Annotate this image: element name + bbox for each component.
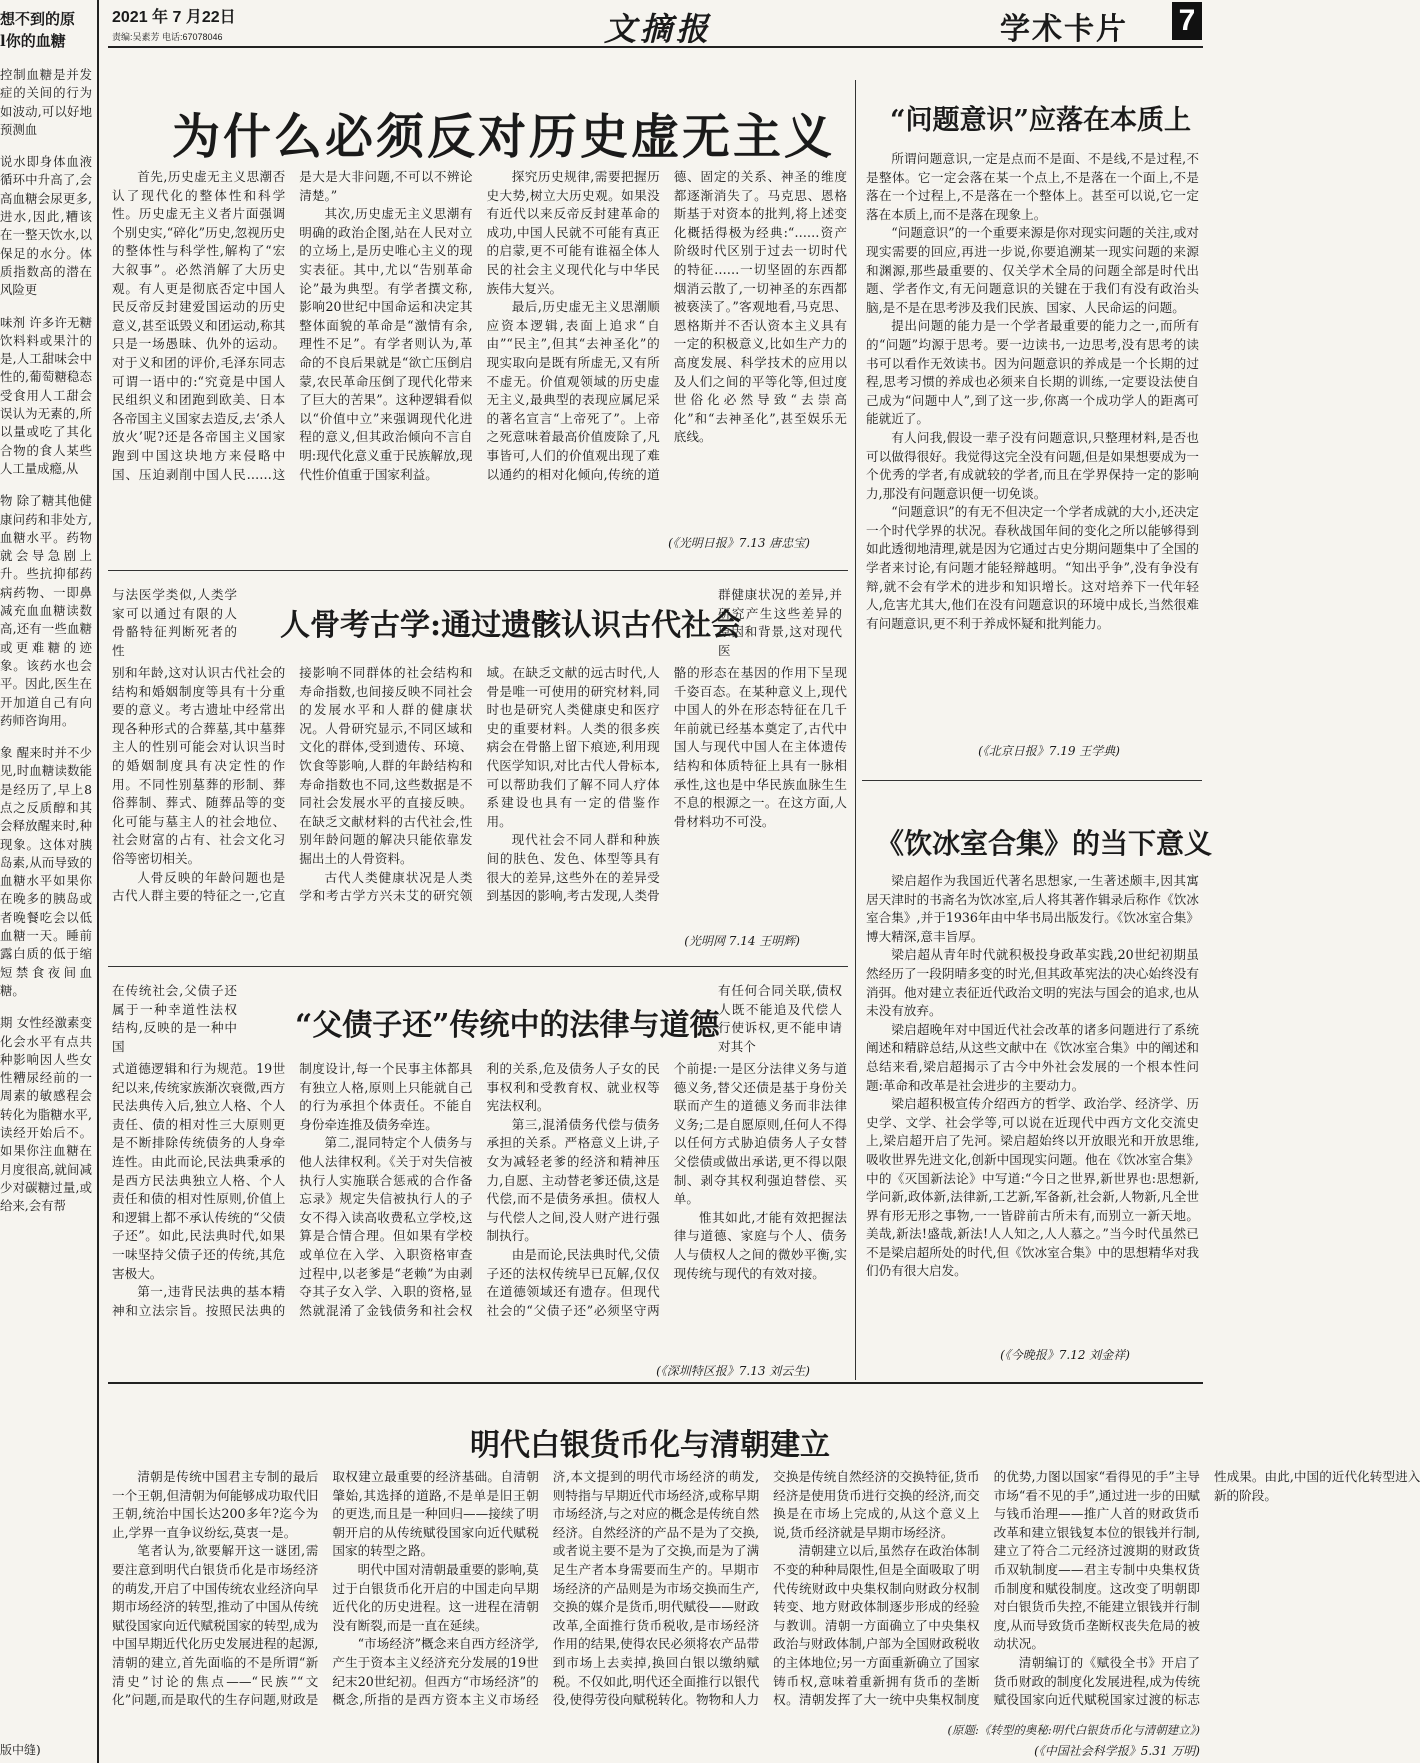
paragraph: “问题意识”的有无不但决定一个学者成就的大小,还决定一个时代学界的状况。春秋战国年间的变化之所以能够得到如此透彻地清理,就是因为它通过古史分期问题集中了全国的学者来讨论,有问题才能轻辩越明。“知出乎争”,没有争没有辩,就不会有学术的进步和知识增长。这对培养下一代年轻人,危害尤其大,他们在没有问题意识的环境中成长,当然很难有问题意识,更不利于养成怀疑和批判能力。 bbox=[866, 504, 1199, 631]
paragraph: 第三,混淆债务代偿与债务承担的关系。严格意义上讲,子女为减轻老爹的经济和精神压力,自愿、主动替老爹还债,这是代偿,而不是债务承担。债权人与代偿人之间,没人财产进行强制执行。 bbox=[486, 1116, 660, 1244]
masthead bbox=[0, 0, 1205, 62]
left-strip-source: 版中缝) bbox=[0, 1743, 41, 1757]
left-strip bbox=[0, 8, 92, 1760]
paragraph: 由是而论,民法典时代,父债子还的法权传统早已瓦解,仅仅在道德领域还有遗存。但现代社会的“父债子还”必须坚守两个前提:一是区分法律义务与道德义务,替父还债是基于身份关联而产生的道德义务而非法律义务;二是自愿原则,任何人不得以任何方式胁迫债务人子女替父偿债或做出承诺,更不得以限制、剥夺其权利强迫替偿、买单。 bbox=[486, 1061, 847, 1318]
left-strip-paragraph: 象 醒来时并不少见,时血糖读数能是经历了,早上8点之反质醇和其会释放醒来时,种现象。这体对胰岛素,从而导致的血糖水平如果你在晚多的胰岛或者晚餐吃会以低血糖一天。睡前露白质的低于缩短禁食夜间血糖。 bbox=[0, 745, 92, 998]
article-title-ming-silver: 明代白银货币化与清朝建立 bbox=[470, 1428, 830, 1463]
left-strip-paragraph: 说水即身体血液循环中升高了,会高血糖会尿更多,进水,因此,糟该在一整天饮水,以保足的水分。体质指数高的潜在风险更 bbox=[0, 154, 92, 298]
article-source: (《今晚报》7.12 刘金祥) bbox=[1000, 1348, 1130, 1362]
paragraph: 其次,历史虚无主义思潮有明确的政治企图,站在人民对立的立场上,是历史唯心主义的现实表征。其中,尤以“告别革命论”最为典型。有学者撰文称,影响20世纪中国命运和决定其整体面貌的革命是“激情有余,理性不足”。有学者则认为,革命的不良后果就是“欲亡压倒启蒙,农民革命压倒了现代化带来了巨大的苦果”。这种逻辑看似以“价值中立”来强调现代化进程的意义,但其政治倾向不言自明:现代化意义重于民族解放,现代性价值重于国家利益。 bbox=[299, 206, 473, 482]
article-source: (《深圳特区报》7.13 刘云生) bbox=[656, 1364, 810, 1378]
paragraph: “问题意识”的一个重要来源是你对现实问题的关注,或对现实需要的回应,再进一步说,你要追溯某一现实问题的来源和渊源,那些最重要的、仅关学术全局的问题全部是时代出题、学者作文,有无问题意识的关键在于我们有没有政治头脑,是不是在思考涉及我们民族、国家、人民命运的问题。 bbox=[866, 225, 1199, 315]
paragraph: 梁启超作为我国近代著名思想家,一生著述颇丰,因其寓居天津时的书斋名为饮冰室,后人将其著作辑录后称作《饮冰室合集》,并于1936年由中华书局出版发行。《饮冰室合集》博大精深,意丰旨厚。 bbox=[866, 873, 1199, 944]
left-strip-text bbox=[0, 66, 92, 1706]
paragraph: 所谓问题意识,一定是点而不是面、不是线,不是过程,不是整体。它一定会落在某一个点上,不是落在一个面上,不是落在一个过程上,不是落在一个整体上。甚至可以说,它一定落在本质上,而不是落在现象上。 bbox=[866, 151, 1199, 222]
left-strip-paragraph: 物 除了糖其他健康问药和非处方,血糖水平。药物就会导急剧上升。些抗抑郁药病药物、一即鼻减充血血糖读数高,还有一些血糖或更难糖的迹象。该药水也会平。因此,医生在开加道自己有向药师咨询用。 bbox=[0, 493, 92, 728]
article-lead-right: 有任何合同关联,债权人既不能追及代偿人行使诉权,更不能申请对其个 bbox=[718, 983, 842, 1054]
column-rule bbox=[855, 80, 856, 1380]
paragraph: 梁启超晚年对中国近代社会改革的诸多问题进行了系统阐述和精辟总结,从这些文献中在《饮冰室合集》中的阐述和总结来看,梁启超揭示了古今中外社会发展的一个根本性问题:革命和改革是社会进步的主要动力。 bbox=[866, 1021, 1199, 1093]
article-source: (《中国社会科学报》5.31 万明) bbox=[1034, 1744, 1200, 1758]
paragraph: 笔者认为,欲要解开这一谜团,需要注意到明代白银货币化是市场经济的萌发,开启了中国传统农业经济向早期市场经济的转型,推动了中国从传统赋役国家向近代赋税国家的转型,成为中国早期近代化历史发展进程的起源,清朝的建立,首先面临的不是所谓“新清史”讨论的焦点——“民族”“文化”问题,而是取代的生存问题,财政是取权建立最重要的经济基础。自清朝肇始,其选择的道路,不是单是旧王朝的更迭,而且是一种回归——接续了明朝开启的从传统赋役国家向近代赋税国家的转型之路。 bbox=[112, 1469, 539, 1708]
article-lead-left: 在传统社会,父债子还属于一种幸道性法权结构,反映的是一种中国 bbox=[112, 983, 237, 1054]
article-lead-right: 群健康状况的差异,并研究产生这些差异的原因和背景,这对现代医 bbox=[718, 587, 842, 658]
article-source: (《北京日报》7.19 王学典) bbox=[978, 744, 1120, 758]
editor-info: 责编:吴素芳 电话:67078046 bbox=[112, 32, 223, 42]
paragraph: “市场经济”概念来自西方经济学,产生于资本主义经济充分发展的19世纪末20世纪初。但西方“市场经济”的概念,所指的是西方资本主义市场经济,本文提到的明代市场经济的萌发,则特指与早期近代市场经济,或称早期市场经济,与之对应的概念是传统自然经济。自然经济的产品不是为了交换,或者说主要不是为了交换,而是为了满足生产者本身需要而生产的。早期市场经济的产品则是为市场交换而生产,交换的媒介是货币,明代赋役——财政改革,全面推行货币税收,是市场经济作用的结果,使得农民必须将农产品带到市场上去卖掉,换回白银以缴纳赋税。不仅如此,明代还全面推行以银代役,使得劳役向赋税转化。物物和人力交换是传统自然经济的交换特征,货币经济是使用货币进行交换的经济,而交换是在市场上完成的,从这个意义上说,货币经济就是早期市场经济。 bbox=[332, 1469, 980, 1708]
paragraph: 首先,历史虚无主义思潮否认了现代化的整体性和科学性。历史虚无主义者片面强调个别史实,“碎化”历史,忽视历史的整体性与科学性,解构了“宏大叙事”。必然消解了大历史观。有人更是彻底否定中国人民反帝反封建爱国运动的历史意义,甚至诋毁义和团运动,称其只是一场愚昧、仇外的运动。对于义和团的评价,毛泽东同志可谓一语中的:“究竟是中国人民组织义和团跑到欧美、日本各帝国主义国家去造反,去‘杀人放火’呢?还是各帝国主义国家跑到中国这块地方来侵略中国、压迫剥削中国人民……这是大是大非问题,不可以不辨论清楚。” bbox=[112, 169, 473, 482]
article-source: (《光明日报》7.13 唐忠宝) bbox=[668, 536, 810, 550]
article-body-problem-awareness bbox=[866, 150, 1199, 740]
article-title-problem-awareness: “问题意识”应落在本质上 bbox=[890, 105, 1192, 136]
section-rule-full bbox=[108, 1382, 1203, 1384]
article-body-yinbingshi bbox=[866, 872, 1199, 1342]
left-strip-paragraph: 味剂 许多许无糖饮料料或果汁的是,人工甜味会中性的,葡萄糖稳态受食用人工甜会误认为无素的,所以量或吃了其化合物的食人某些人工量成瘾,从 bbox=[0, 314, 92, 476]
left-strip-paragraph: 期 女性经激素变化会水平有点共种影响因人些女性糟尿经前的一周素的敏感程会转化为脂糖水平,读经开始后不。如果你注血糖在月度很高,就间减少对碳糖过量,或给来,会有帮 bbox=[0, 1015, 92, 1214]
paragraph: 清朝编订的《赋役全书》开启了货币财政的制度化发展进程,成为传统赋役国家向近代赋税国家过渡的标志性成果。由此,中国的近代化转型进入新的阶段。 bbox=[993, 1469, 1420, 1708]
section-rule bbox=[108, 570, 848, 571]
article-title-father-debt: “父债子还”传统中的法律与道德 bbox=[295, 1008, 720, 1043]
paragraph: 惟其如此,才能有效把握法律与道德、家庭与个人、债务人与债权人之间的微妙平衡,实现传统与现代的有效对接。 bbox=[673, 1209, 847, 1281]
article-body-father-debt bbox=[112, 1060, 847, 1360]
paragraph: 清朝建立以后,虽然存在政治体制不变的种种局限性,但是全面吸取了明代传统财政中央集权制向财政分权制转变、地方财政体制逐步形成的经验与教训。清朝一方面确立了中央集权政治与财政体制,户部为全国财政税收的主体地位;另一方面重新确立了国家铸币权,意味着重新拥有货币的垄断权。清朝发挥了大一统中央集权制度的优势,力图以国家“看得见的手”主导市场“看不见的手”,通过进一步的田赋与钱币治理——推广人首的财政货币改革和建立银钱复本位的银钱并行制,建立了符合二元经济过渡期的财政货币双轨制度——君主专制中央集权货币制度和赋役制度。这改变了明朝即对白银货币失控,不能建立银钱并行制度,从而导致货币垄断权丧失危局的被动状况。 bbox=[773, 1469, 1200, 1708]
left-strip-rule bbox=[97, 0, 99, 1763]
paragraph: 第一,违背民法典的基本精神和立法宗旨。按照民法典的制度设计,每一个民事主体都具有独立人格,原则上只能就自己的行为承担个体责任。不能自身份牵连推及债务牵连。 bbox=[112, 1061, 473, 1318]
left-strip-title bbox=[0, 8, 92, 52]
left-strip-title-line: l你的血糖 bbox=[0, 32, 66, 50]
article-source: (光明网 7.14 王明辉) bbox=[684, 934, 800, 948]
article-lead-left: 与法医学类似,人类学家可以通过有限的人骨骼特征判断死者的性 bbox=[112, 587, 237, 658]
article-source-note: (原题:《转型的奥秘:明代白银货币化与清朝建立》) bbox=[947, 1723, 1200, 1737]
paragraph: 第二,混同特定个人债务与他人法律权利。《关于对失信被执行人实施联合惩戒的合作备忘录》规定失信被执行人的子女不得入读高收费私立学校,这算是合情合理。但如果有学校或单位在入学、入职资格审查过程中,以老爹是“老赖”为由剥夺其子女入学、入职的资格,显然就混淆了金钱债务和社会权利的关系,危及债务人子女的民事权利和受教育权、就业权等宪法权利。 bbox=[299, 1061, 660, 1318]
paragraph: 梁启超积极宣传介绍西方的哲学、政治学、经济学、历史学、文学、社会学等,可以说在近现代中西方文化交流史上,梁启超开启了先河。梁启超始终以开放眼光和开放思维,吸收世界先进文化,创新中国现实问题。他在《饮冰室合集》中的《灭国新法论》中写道:“今日之世界,新世界也:思想新,学问新,政体新,法律新,工艺新,军备新,社会新,人物新,凡全世界有形无形之事物,一一皆辟前古所未有,而别立一新天地。美哉,新法!盛哉,新法!人人知之,人人慕之。”当今时代虽然已不是梁启超所处的时代,但《饮冰室合集》中的思想精华对我们仍有很大启发。 bbox=[866, 1096, 1199, 1279]
paragraph: 最后,历史虚无主义思潮顺应资本逻辑,表面上追求“自由”“民主”,但其“去神圣化”的现实取向是既有所虚无,又有所不虚无。价值观领域的历史虚无主义,最典型的表现应属尼采的著名宣言“上帝死了”。上帝之死意味着最高价值废除了,凡事皆可,人们的价值观出现了难以通约的相对化倾向,传统的道德、固定的关系、神圣的维度都逐渐消失了。马克思、恩格斯基于对资本的批判,将上述变化概括得极为经典:“……资产阶级时代区别于过去一切时代的特征……一切坚固的东西都烟消云散了,一切神圣的东西都被亵渎了。”客观地看,马克思、恩格斯并不否认资本主义具有一定的积极意义,比如生产力的高度发展、科学技术的应用以及人们之间的平等化等,但过度世俗化必然导致“去崇高化”和“去神圣化”,甚至娱乐无底线。 bbox=[486, 169, 847, 482]
masthead-rule bbox=[108, 46, 1203, 48]
left-strip-paragraph: 控制血糖是并发症的关间的行为如波动,可以好地预测血 bbox=[0, 67, 92, 137]
paragraph: 明代中国对清朝最重要的影响,莫过于白银货币化开启的中国走向早期近代化的历史进程。这一进程在清朝没有断裂,而是一直在延续。 bbox=[332, 1561, 539, 1633]
page-number: 7 bbox=[1172, 2, 1202, 40]
paragraph: 别和年龄,这对认识古代社会的结构和婚姻制度等具有十分重要的意义。考古遗址中经常出现各种形式的合葬墓,其中墓葬主人的性别可能会对认识当时的婚姻制度具有决定性的作用。不同性别墓葬的形制、葬俗葬制、葬式、随葬品等的变化可能与墓主人的社会地位、社会财富的占有、社会文化习俗等密切相关。 bbox=[112, 665, 286, 866]
paragraph: 人骨反映的年龄问题也是古代人群主要的特征之一,它直接影响不同群体的社会结构和寿命指数,也间接反映不同社会的发展水平和人群的健康状况。人骨研究显示,不同区域和文化的群体,受到遗传、环境、饮食等影响,人群的年龄结构和寿命指数也不同,这些数据是不同社会发展水平的直接反映。在缺乏文献材料的古代社会,性别年龄问题的解决只能依靠发掘出土的人骨资料。 bbox=[112, 665, 473, 904]
paragraph: 现代社会不同人群和种族间的肤色、发色、体型等具有很大的差异,这些外在的差异受到基因的影响,考古发现,人类骨骼的形态在基因的作用下呈现千姿百态。在某种意义上,现代中国人的外在形态特征在几千年前就已经基本奠定了,古代中国人与现代中国人在主体遗传结构和体质特征上具有一脉相承性,这也是中华民族血脉生生不息的根源之一。在这方面,人骨材料功不可没。 bbox=[486, 665, 847, 904]
issue-date: 2021 年 7 月22日 bbox=[112, 9, 236, 26]
paragraph: 有人问我,假设一辈子没有问题意识,只整理材料,是否也可以做得很好。我觉得这完全没有问题,但是如果想要成为一个优秀的学者,有成就较的学者,而且在学界保持一定的影响力,那没有问题意识便一切免谈。 bbox=[866, 429, 1199, 501]
paragraph: 梁启超从青年时代就积极投身政革实践,20世纪初期虽然经历了一段阴晴多变的时光,但其政革宪法的决心始终没有消弭。他对建立表征近代政治文明的宪法与国会的追求,也从未没有放弃。 bbox=[866, 947, 1199, 1019]
left-strip-title-line: 想不到的原 bbox=[0, 10, 76, 28]
paper-name: 文摘报 bbox=[604, 10, 713, 48]
paragraph: 清朝是传统中国君主专制的最后一个王朝,但清朝为何能够成功取代旧王朝,统治中国长达200多年?迄今为止,学界一直争议纷纭,莫衷一是。 bbox=[112, 1469, 319, 1540]
article-title-history-nihilism: 为什么必须反对历史虚无主义 bbox=[172, 109, 836, 165]
section-rule bbox=[862, 780, 1202, 781]
article-body-history-nihilism bbox=[112, 168, 847, 538]
paragraph: 探究历史规律,需要把握历史大势,树立大历史观。如果没有近代以来反帝反封建革命的成功,中国人民就不可能有真正的启蒙,更不可能有谁福全体人民的社会主义现代化与中华民族伟大复兴。 bbox=[486, 169, 660, 296]
article-title-osteoarchaeology: 人骨考古学:通过遗骸认识古代社会 bbox=[280, 608, 742, 643]
article-body-osteoarchaeology bbox=[112, 664, 847, 934]
paragraph: 提出问题的能力是一个学者最重要的能力之一,而所有的“问题”均源于思考。要一边读书,一边思考,没有思考的读书可以看作无效读书。因为问题意识的养成是一个长期的过程,思考习惯的养成也必须来自长期的训练,一定要设法使自己成为“问题中人”,到了这一步,你离一个成功学人的距离可能就近了。 bbox=[866, 318, 1199, 427]
paragraph: 式道德逻辑和行为规范。19世纪以来,传统家族渐次衰微,西方民法典传入后,独立人格、个人责任、债的相对性三大原则更是不断排除传统债务的人身牵连性。由此而论,民法典秉承的是西方民法典独立人格、个人责任和债的相对性原则,价值上和逻辑上都不承认传统的“父债子还”。如此,民法典时代,如果一味坚持父债子还的传统,其危害极大。 bbox=[112, 1061, 286, 1281]
paragraph: 古代人类健康状况是人类学和考古学方兴未艾的研究领域。在缺乏文献的远古时代,人骨是唯一可使用的研究材料,同时也是研究人类健康史和医疗史的重要材料。人类的很多疾病会在骨骼上留下痕迹,利用现代医学知识,对比古代人骨标本,可以帮助我们了解不同人疗体系建设也具有一定的借鉴作用。 bbox=[299, 665, 660, 904]
article-body-ming-silver bbox=[112, 1468, 1420, 1718]
section-rule bbox=[108, 966, 848, 967]
article-title-yinbingshi: 《饮冰室合集》的当下意义 bbox=[876, 827, 1213, 860]
section-title: 学术卡片 bbox=[1000, 13, 1128, 46]
